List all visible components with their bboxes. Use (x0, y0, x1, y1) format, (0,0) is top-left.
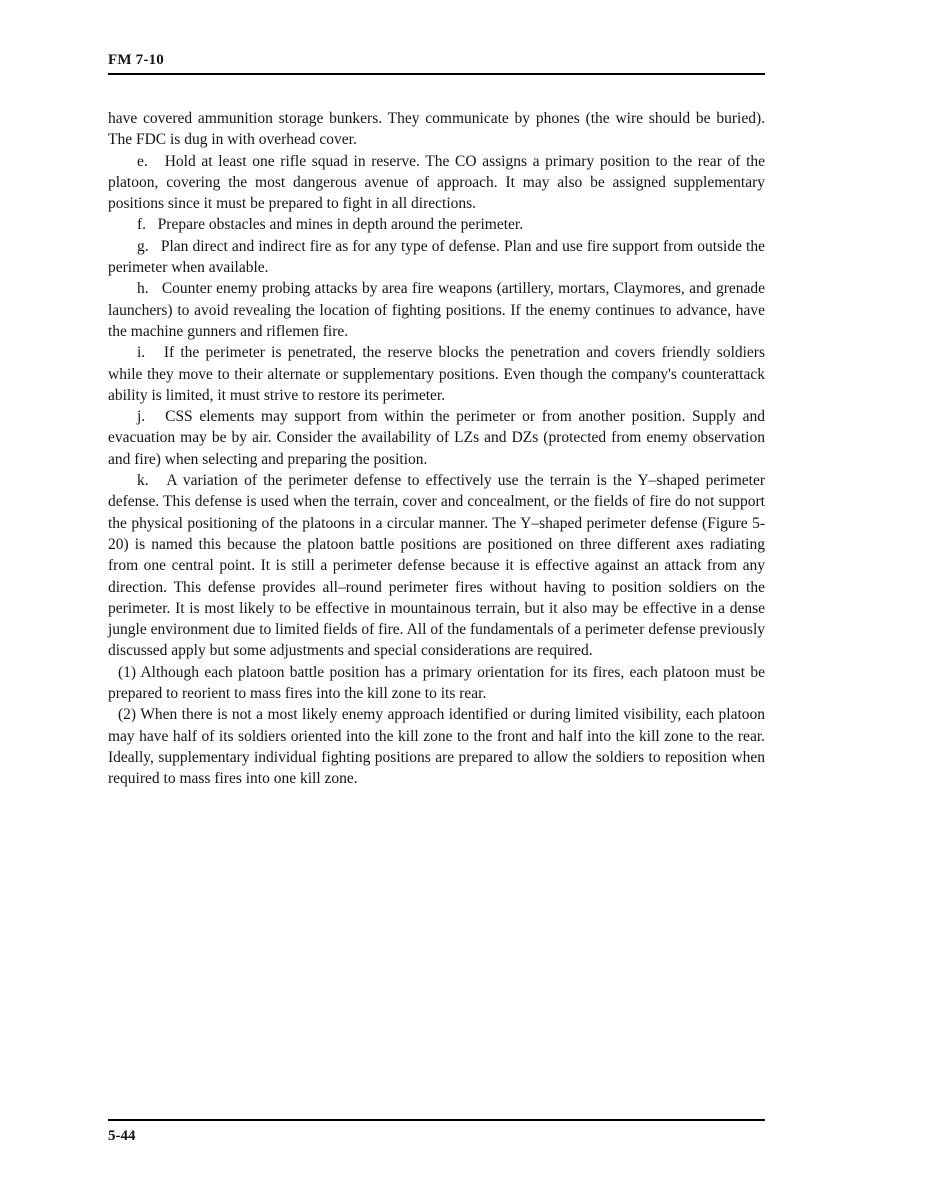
paragraph-subitem-1: (1) Although each platoon battle position has a primary orientation for its fires, each platoon must be prepared to reorient to mass fires into the kill zone to its rear. (108, 663, 765, 703)
page-footer (108, 1119, 765, 1144)
footer-rule (108, 1119, 765, 1121)
page-number: 5-44 (108, 1128, 136, 1144)
paragraph-item-e: e. Hold at least one rifle squad in reserve. The CO assigns a primary position to the rear of the platoon, covering the most dangerous avenue of approach. It may also be assigned supplementary positions since it must be prepared to fight in all directions. (108, 152, 765, 213)
paragraph-subitem-2: (2) When there is not a most likely enemy approach identified or during limited visibility, each platoon may have half of its soldiers oriented into the kill zone to the front and half into the kill zone to the rear. Ideally, supplementary individual fighting positions are prepared to allow the soldiers to reposition when required to mass fires into one kill zone. (108, 706, 765, 788)
document-body (108, 108, 765, 790)
header-rule (108, 73, 765, 75)
paragraph-item-g: g. Plan direct and indirect fire as for any type of defense. Plan and use fire support from outside the perimeter when available. (108, 237, 765, 277)
page-header (108, 52, 765, 75)
paragraph-item-h: h. Counter enemy probing attacks by area fire weapons (artillery, mortars, Claymores, and grenade launchers) to avoid revealing the location of fighting positions. If the enemy continues to advance, have the machine gunners and riflemen fire. (108, 280, 765, 340)
paragraph-item-j: j. CSS elements may support from within the perimeter or from another position. Supply and evacuation may be by air. Consider the availability of LZs and DZs (protected from enemy observation and fire) when selecting and preparing the position. (108, 408, 765, 468)
paragraph-item-f: f. Prepare obstacles and mines in depth around the perimeter. (137, 216, 524, 234)
paragraph-item-i: i. If the perimeter is penetrated, the reserve blocks the penetration and covers friendly soldiers while they move to their alternate or supplementary positions. Even though the company's counterattack ability is limited, it must strive to restore its perimeter. (108, 344, 765, 404)
paragraph-continuation: have covered ammunition storage bunkers. They communicate by phones (the wire should be buried). The FDC is dug in with overhead cover. (108, 110, 765, 149)
paragraph-item-k: k. A variation of the perimeter defense to effectively use the terrain is the Y–shaped perimeter defense. This defense is used when the terrain, cover and concealment, or the fields of fire do not support the physical positioning of the platoons in a circular manner. The Y–shaped perimeter defense (Figure 5-20) is named this because the platoon battle positions are positioned on three different axes radiating from one central point. It is still a perimeter defense because it is effective against an attack from any direction. This defense provides all–round perimeter fires without having to position soldiers on the perimeter. It is most likely to be effective in mountainous terrain, but it also may be effective in a dense jungle environment due to limited fields of fire. All of the fundamentals of a perimeter defense previously discussed apply but some adjustments and special considerations are required. (108, 472, 765, 660)
page-header-text: FM 7-10 (108, 52, 164, 68)
